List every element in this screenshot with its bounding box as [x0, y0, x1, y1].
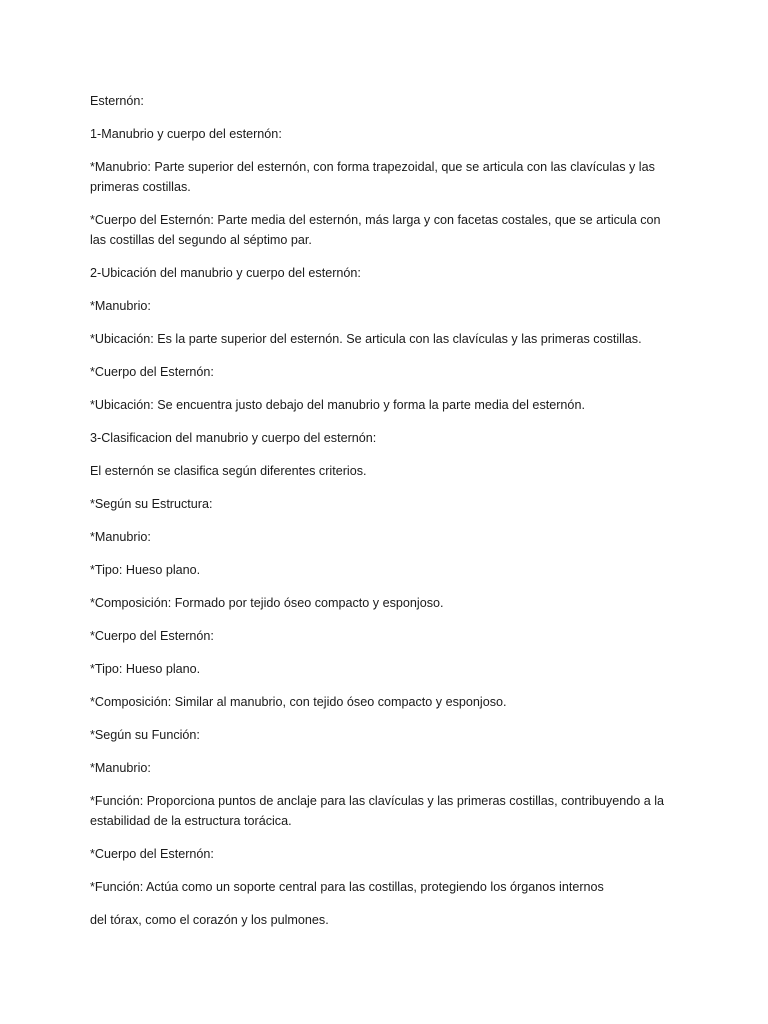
paragraph: *Manubrio: [90, 299, 151, 313]
paragraph: *Función: Actúa como un soporte central para las costillas, protegiendo los órganos internos [90, 880, 604, 894]
section-heading-1: 1-Manubrio y cuerpo del esternón: [90, 127, 282, 141]
section-heading-3: 3-Clasificacion del manubrio y cuerpo del esternón: [90, 431, 377, 445]
paragraph: *Según su Función: [90, 728, 200, 742]
paragraph: *Cuerpo del Esternón: [90, 847, 214, 861]
document-body [90, 91, 680, 943]
paragraph: *Manubrio: [90, 530, 151, 544]
paragraph: *Cuerpo del Esternón: [90, 629, 214, 643]
paragraph: *Cuerpo del Esternón: Parte media del esternón, más larga y con facetas costales, que se articula con las costillas del segundo al séptimo par. [90, 213, 661, 247]
document-title: Esternón: [90, 94, 144, 108]
paragraph: *Ubicación: Se encuentra justo debajo del manubrio y forma la parte media del esternón. [90, 398, 585, 412]
paragraph: *Cuerpo del Esternón: [90, 365, 214, 379]
paragraph: *Tipo: Hueso plano. [90, 563, 201, 577]
paragraph: *Función: Proporciona puntos de anclaje para las clavículas y las primeras costillas, contribuyendo a la estabilidad de la estructura torácica. [90, 794, 665, 828]
paragraph: *Ubicación: Es la parte superior del esternón. Se articula con las clavículas y las primeras costillas. [90, 332, 642, 346]
paragraph: *Manubrio: [90, 761, 151, 775]
section-heading-2: 2-Ubicación del manubrio y cuerpo del esternón: [90, 266, 361, 280]
paragraph: El esternón se clasifica según diferentes criterios. [90, 464, 367, 478]
paragraph: *Manubrio: Parte superior del esternón, con forma trapezoidal, que se articula con las clavículas y las primeras costillas. [90, 160, 655, 194]
paragraph: *Composición: Formado por tejido óseo compacto y esponjoso. [90, 596, 444, 610]
paragraph: *Composición: Similar al manubrio, con tejido óseo compacto y esponjoso. [90, 695, 507, 709]
paragraph: del tórax, como el corazón y los pulmones. [90, 913, 329, 927]
paragraph: *Tipo: Hueso plano. [90, 662, 201, 676]
paragraph: *Según su Estructura: [90, 497, 213, 511]
